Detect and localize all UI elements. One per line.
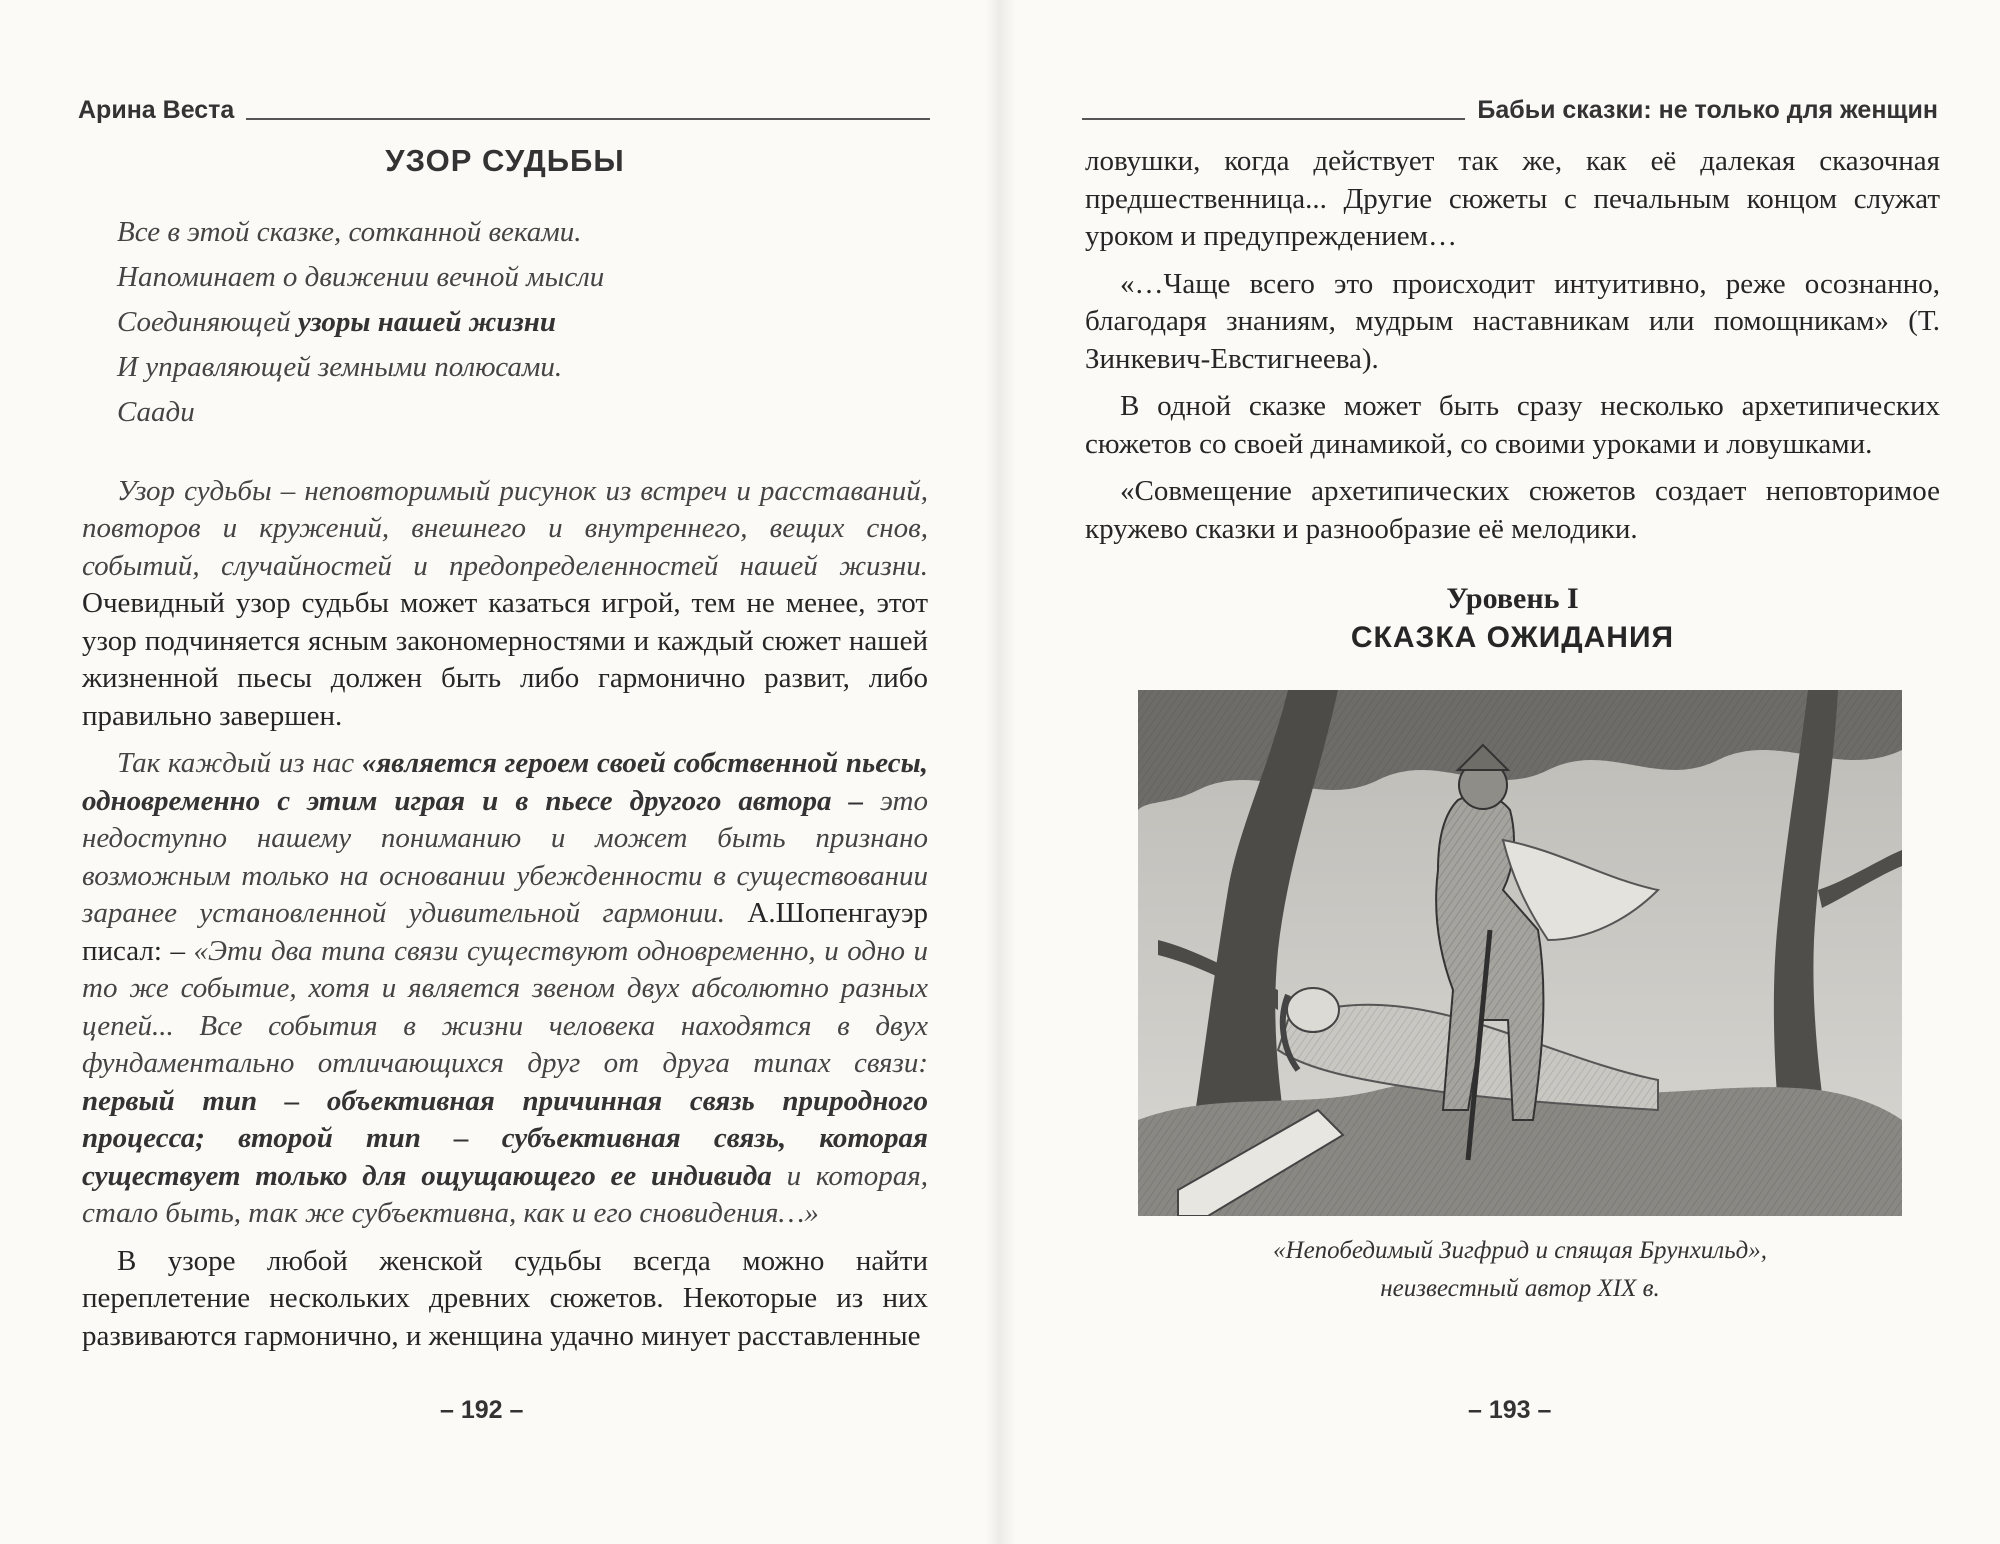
engraving-image — [1138, 690, 1902, 1216]
paragraph-quote: «…Чаще всего это происходит интуитивно, реже осознанно, благодаря знаниям, мудрым наставникам или помощникам» (Т. Зинкевич-Евстигнеева). — [1085, 267, 1940, 375]
paragraph-2-italic-3: «Эти два типа связи существуют одновременно, и одно и то же событие, хотя и является звеном двух абсолютно разных цепей... Все события в жизни человека находятся в двух фундаментально отличающихся друг от друга типах связи: — [82, 934, 928, 1079]
caption-author: неизвестный автор XIX в. — [1380, 1275, 1660, 1302]
paragraph-2-italic-2: это недоступно нашему пониманию и может быть признано возможным только на основании убежденности в существовании заранее установленной удивительной гармонии. — [82, 784, 928, 929]
page-number-left: – 192 – — [440, 1396, 524, 1424]
right-page — [1000, 0, 2000, 1544]
paragraph-archetypes: В одной сказке может быть сразу несколько архетипических сюжетов со своей динамикой, со своими уроками и ловушками. — [1085, 390, 1940, 460]
paragraph-2-italic-4: и которая, стало быть, так же субъективна, как и его сновидения…» — [82, 1159, 928, 1229]
paragraph-2-italic-1: Так каждый из нас — [117, 747, 362, 779]
paragraph-2-bold-1: «является героем своей собственной пьесы, одновременно с этим играя и в пьесе другого автора – — [82, 747, 928, 817]
paragraph-2-regular-1: А.Шопенгауэр писал: – — [82, 897, 928, 967]
epigraph-line-3-start: Соединяющей — [117, 305, 298, 338]
paragraph-2-bold-2: первый тип – объективная причинная связь природного процесса; второй тип – субъективная связь, которая существует только для ощущающего ее индивида — [82, 1084, 928, 1192]
page-number-right: – 193 – — [1468, 1396, 1552, 1424]
paragraph-3: В узоре любой женской судьбы всегда можно найти переплетение нескольких древних сюжетов. Некоторые из них развиваются гармонично, и женщина удачно минует расставленные — [82, 1244, 928, 1352]
running-head-rule — [1082, 118, 1465, 120]
epigraph-author: Саади — [117, 395, 195, 428]
epigraph-line-2: Напоминает о движении вечной мысли — [117, 260, 605, 293]
epigraph-line-4: И управляющей земными полюсами. — [117, 350, 563, 383]
level-subtitle: СКАЗКА ОЖИДАНИЯ — [1350, 621, 1675, 654]
left-page-body — [82, 138, 928, 1365]
level-title: Уровень I — [1446, 582, 1579, 615]
epigraph-line-1: Все в этой сказке, сотканной веками. — [117, 215, 582, 248]
paragraph-continued: ловушки, когда действует так же, как её далекая сказочная предшественница... Другие сюжеты с печальным концом служат уроком и предупреждением… — [1085, 145, 1940, 252]
running-head-right — [1082, 96, 1938, 125]
paragraph-2 — [82, 745, 928, 1233]
illustration-caption — [1100, 1232, 1940, 1308]
caption-title: «Непобедимый Зигфрид и спящая Брунхильд», — [1273, 1237, 1767, 1264]
epigraph — [117, 210, 928, 435]
right-page-body — [1085, 143, 1940, 674]
epigraph-line-3-bold: узоры нашей жизни — [297, 305, 557, 338]
paragraph-1 — [82, 473, 928, 736]
running-head-left — [78, 96, 930, 125]
paragraph-lace: «Совмещение архетипических сюжетов создает неповторимое кружево сказки и разнообразие её мелодики. — [1085, 475, 1940, 545]
running-head-book-title: Бабьи сказки: не только для женщин — [1477, 96, 1938, 124]
paragraph-1-regular: Очевидный узор судьбы может казаться игрой, тем не менее, этот узор подчиняется ясным закономерностями и каждый сюжет нашей жизненной пьесы должен быть либо гармонично развит, либо правильно завершен. — [82, 587, 928, 732]
illustration-siegfried-brunhild — [1138, 690, 1902, 1216]
paragraph-1-italic: Узор судьбы – неповторимый рисунок из встреч и расставаний, повторов и кружений, внешнего и внутреннего, вещих снов, событий, случайностей и предопределенностей нашей жизни. — [82, 474, 928, 582]
epigraph-line-3 — [117, 300, 928, 345]
running-head-rule — [246, 118, 930, 120]
running-head-author: Арина Веста — [78, 96, 235, 124]
chapter-title: УЗОР СУДЬБЫ — [385, 143, 625, 178]
